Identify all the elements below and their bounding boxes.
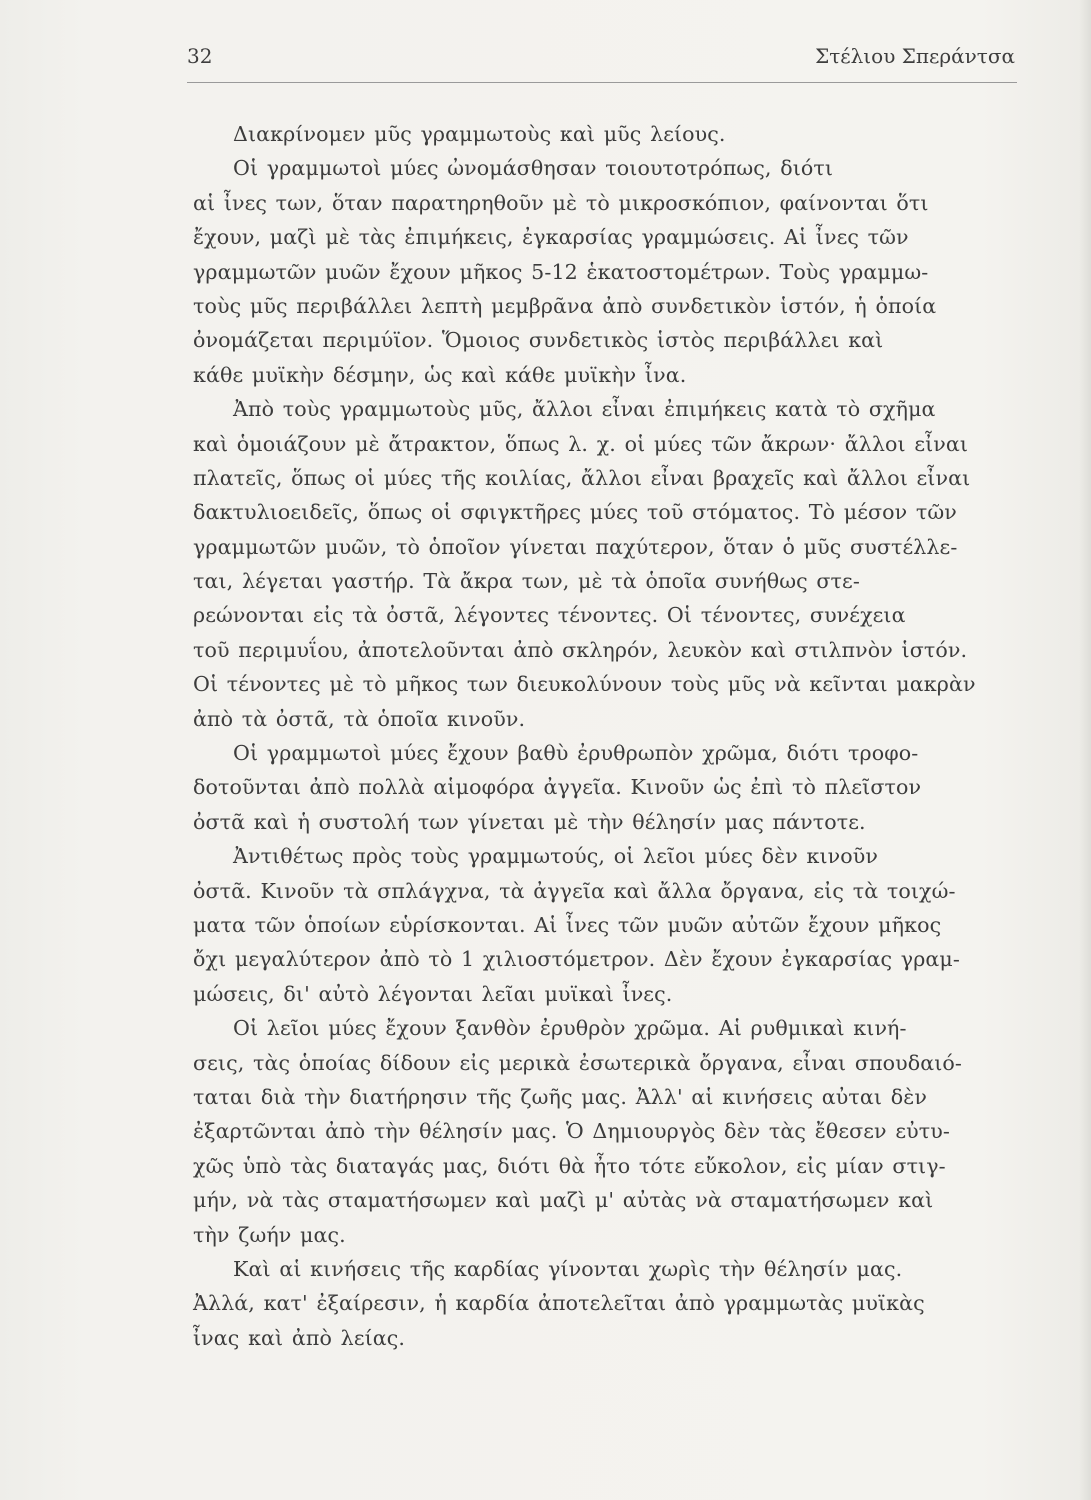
text-line: χῶς ὑπὸ τὰς διαταγάς μας, διότι θὰ ἦτο τότε εὔκολον, εἰς μίαν στιγ- (193, 1153, 946, 1178)
text-line: Οἱ λεῖοι μύες ἔχουν ξανθὸν ἐρυθρὸν χρῶμα. Αἱ ρυθμικαὶ κινή- (233, 1016, 907, 1041)
page-number: 32 (187, 44, 213, 68)
text-line: Οἱ γραμμωτοὶ μύες ἔχουν βαθὺ ἐρυθρωπὸν χρῶμα, διότι τροφο- (233, 741, 919, 766)
text-line: ἶνας καὶ ἀπὸ λείας. (193, 1325, 406, 1350)
text-line: ταται διὰ τὴν διατήρησιν τῆς ζωῆς μας. Ἀλλ' αἱ κινήσεις αὐται δὲν (193, 1084, 928, 1109)
text-line: ὀνομάζεται περιμύϊον. Ὅμοιος συνδετικὸς ἱστὸς περιβάλλει καὶ (193, 328, 884, 353)
text-line: Οἱ τένοντες μὲ τὸ μῆκος των διευκολύνουν τοὺς μῦς νὰ κεῖνται μακρὰν (193, 672, 976, 697)
text-line: ὀστᾶ. Κινοῦν τὰ σπλάγχνα, τὰ ἀγγεῖα καὶ ἄλλα ὄργανα, εἰς τὰ τοιχώ- (193, 878, 956, 903)
page-header (187, 44, 1015, 84)
text-line: ται, λέγεται γαστήρ. Τὰ ἄκρα των, μὲ τὰ ὁποῖα συνήθως στε- (193, 569, 860, 594)
text-line: πλατεῖς, ὅπως οἱ μύες τῆς κοιλίας, ἄλλοι εἶναι βραχεῖς καὶ ἄλλοι εἶναι (193, 465, 971, 490)
page-edge-shadow (1079, 0, 1091, 1500)
text-line: Ἀντιθέτως πρὸς τοὺς γραμμωτούς, οἱ λεῖοι μύες δὲν κινοῦν (233, 844, 879, 869)
text-line: σεις, τὰς ὁποίας δίδουν εἰς μερικὰ ἐσωτερικὰ ὄργανα, εἶναι σπουδαιό- (193, 1050, 962, 1075)
text-line: ἐξαρτῶνται ἀπὸ τὴν θέλησίν μας. Ὁ Δημιουργὸς δὲν τὰς ἔθεσεν εὐτυ- (193, 1119, 950, 1144)
text-line: γραμμωτῶν μυῶν ἔχουν μῆκος 5-12 ἑκατοστομέτρων. Τοὺς γραμμω- (193, 259, 929, 284)
text-line: Ἀλλά, κατ' ἐξαίρεσιν, ἡ καρδία ἀποτελεῖται ἀπὸ γραμμωτὰς μυϊκὰς (193, 1291, 925, 1316)
text-line: κάθε μυϊκὴν δέσμην, ὡς καὶ κάθε μυϊκὴν ἶνα. (193, 362, 687, 387)
text-line: ρεώνονται εἰς τὰ ὀστᾶ, λέγοντες τένοντες. Οἱ τένοντες, συνέχεια (193, 603, 906, 628)
text-line: αἱ ἶνες των, ὅταν παρατηρηθοῦν μὲ τὸ μικροσκόπιον, φαίνονται ὅτι (193, 190, 929, 215)
text-line: δακτυλιοειδεῖς, ὅπως οἱ σφιγκτῆρες μύες τοῦ στόματος. Τὸ μέσον τῶν (193, 500, 957, 525)
text-line: τοῦ περιμυΐου, ἀποτελοῦνται ἀπὸ σκληρόν, λευκὸν καὶ στιλπνὸν ἱστόν. (193, 637, 968, 662)
text-line: τοὺς μῦς περιβάλλει λεπτὴ μεμβρᾶνα ἀπὸ συνδετικὸν ἱστόν, ἡ ὁποία (193, 293, 937, 318)
text-line: Καὶ αἱ κινήσεις τῆς καρδίας γίνονται χωρὶς τὴν θέλησίν μας. (233, 1256, 903, 1281)
text-line: ἔχουν, μαζὶ μὲ τὰς ἐπιμήκεις, ἐγκαρσίας γραμμώσεις. Αἱ ἶνες τῶν (193, 225, 909, 250)
text-line: γραμμωτῶν μυῶν, τὸ ὁποῖον γίνεται παχύτερον, ὅταν ὁ μῦς συστέλλε- (193, 534, 958, 559)
text-line: Διακρίνομεν μῦς γραμμωτοὺς καὶ μῦς λείους. (233, 122, 726, 146)
text-line: δοτοῦνται ἀπὸ πολλὰ αἱμοφόρα ἀγγεῖα. Κινοῦν ὡς ἐπὶ τὸ πλεῖστον (193, 775, 922, 800)
text-line: μήν, νὰ τὰς σταματήσωμεν καὶ μαζὶ μ' αὐτὰς νὰ σταματήσωμεν καὶ (193, 1188, 934, 1213)
text-line: καὶ ὁμοιάζουν μὲ ἄτρακτον, ὅπως λ. χ. οἱ μύες τῶν ἄκρων· ἄλλοι εἶναι (193, 431, 969, 456)
text-line: ἀπὸ τὰ ὀστᾶ, τὰ ὁποῖα κινοῦν. (193, 706, 526, 731)
text-line: Ἀπὸ τοὺς γραμμωτοὺς μῦς, ἄλλοι εἶναι ἐπιμήκεις κατὰ τὸ σχῆμα (233, 397, 936, 422)
text-line: ματα τῶν ὁποίων εὑρίσκονται. Αἱ ἶνες τῶν μυῶν αὐτῶν ἔχουν μῆκος (193, 912, 942, 937)
text-line: ὄχι μεγαλύτερον ἀπὸ τὸ 1 χιλιοστόμετρον. Δὲν ἔχουν ἐγκαρσίας γραμ- (193, 947, 960, 972)
body-text (193, 117, 1035, 1355)
running-head: Στέλιου Σπεράντσα (815, 44, 1015, 68)
header-rule (187, 82, 1017, 83)
text-line: Οἱ γραμμωτοὶ μύες ὠνομάσθησαν τοιουτοτρόπως, διότι (233, 156, 834, 181)
text-line: μώσεις, δι' αὐτὸ λέγονται λεῖαι μυϊκαὶ ἶνες. (193, 981, 673, 1006)
text-line: τὴν ζωήν μας. (193, 1222, 346, 1247)
text-line: ὀστᾶ καὶ ἡ συστολή των γίνεται μὲ τὴν θέλησίν μας πάντοτε. (193, 809, 866, 834)
